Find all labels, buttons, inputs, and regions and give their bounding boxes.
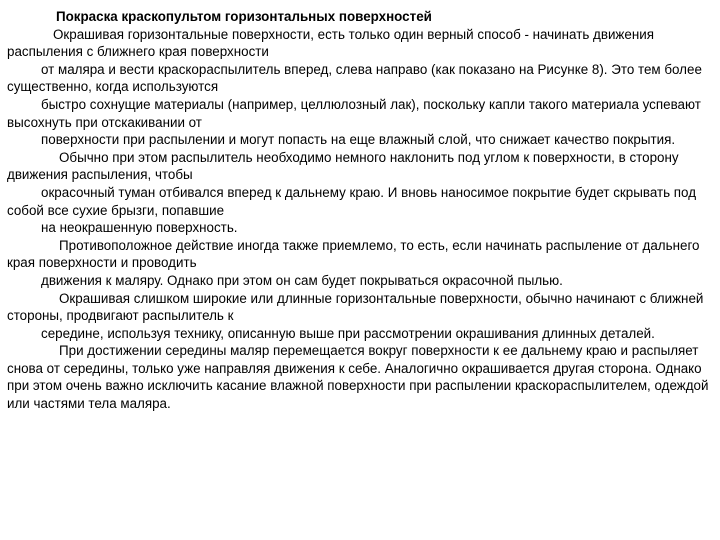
paragraph-1 [7,26,710,61]
document-title: Покраска краскопультом горизонтальных поверхностей [56,9,432,24]
paragraph-4-line-2: середине, используя технику, описанную выше при рассмотрении окрашивания длинных деталей. [41,325,655,341]
paragraph-1-line-2: от маляра и вести краскораспылитель вперед, слева направо (как показано на Рисунке 8). Это тем более существенно, когда используются [7,61,702,95]
paragraph-2-cont [7,184,710,219]
paragraph-1-cont [7,61,710,96]
paragraph-3-line-1: Противоположное действие иногда также приемлемо, то есть, если начинать распыление от дальнего края поверхности и проводить [7,237,700,271]
paragraph-1-line-4: поверхности при распылении и могут попасть на еще влажный слой, что снижает качество покрытия. [41,132,676,148]
paragraph-2-line-2: окрасочный туман отбивался вперед к дальнему краю. И вновь наносимое покрытие будет скрывать под собой все сухие брызги, попавшие [7,184,697,218]
paragraph-3 [7,237,710,272]
paragraph-5 [7,342,710,412]
paragraph-2-cont [7,219,710,237]
paragraph-4-line-1: Окрашивая слишком широкие или длинные горизонтальные поверхности, обычно начинают с ближней стороны, продвигают распылитель к [7,290,704,324]
paragraph-5-line-1: При достижении середины маляр перемещается вокруг поверхности к ее дальнему краю и распыляет снова от середины, только уже направляя движения к себе. Аналогично окрашивается другая сторона. Однако при этом очень важно исключить касание влажной поверхности при распылении краскораспылителем, одеждой или частями тела маляра. [7,343,709,412]
paragraph-1-cont [7,96,710,131]
paragraph-2-line-3: на неокрашенную поверхность. [41,220,238,236]
paragraph-3-line-2: движения к маляру. Однако при этом он сам будет покрываться окрасочной пылью. [41,272,563,288]
paragraph-3-cont [7,272,710,290]
paragraph-1-cont [7,131,710,149]
paragraph-1-line-1: Окрашивая горизонтальные поверхности, есть только один верный способ - начинать движения распыления с ближнего края поверхности [7,26,654,60]
paragraph-1-line-3: быстро сохнущие материалы (например, целлюлозный лак), поскольку капли такого материала успевают высохнуть при отскакивании от [7,96,701,130]
paragraph-2-line-1: Обычно при этом распылитель необходимо немного наклонить под углом к поверхности, в сторону движения распыления, чтобы [7,149,679,183]
paragraph-2 [7,149,710,184]
paragraph-4 [7,290,710,325]
paragraph-4-cont [7,325,710,343]
